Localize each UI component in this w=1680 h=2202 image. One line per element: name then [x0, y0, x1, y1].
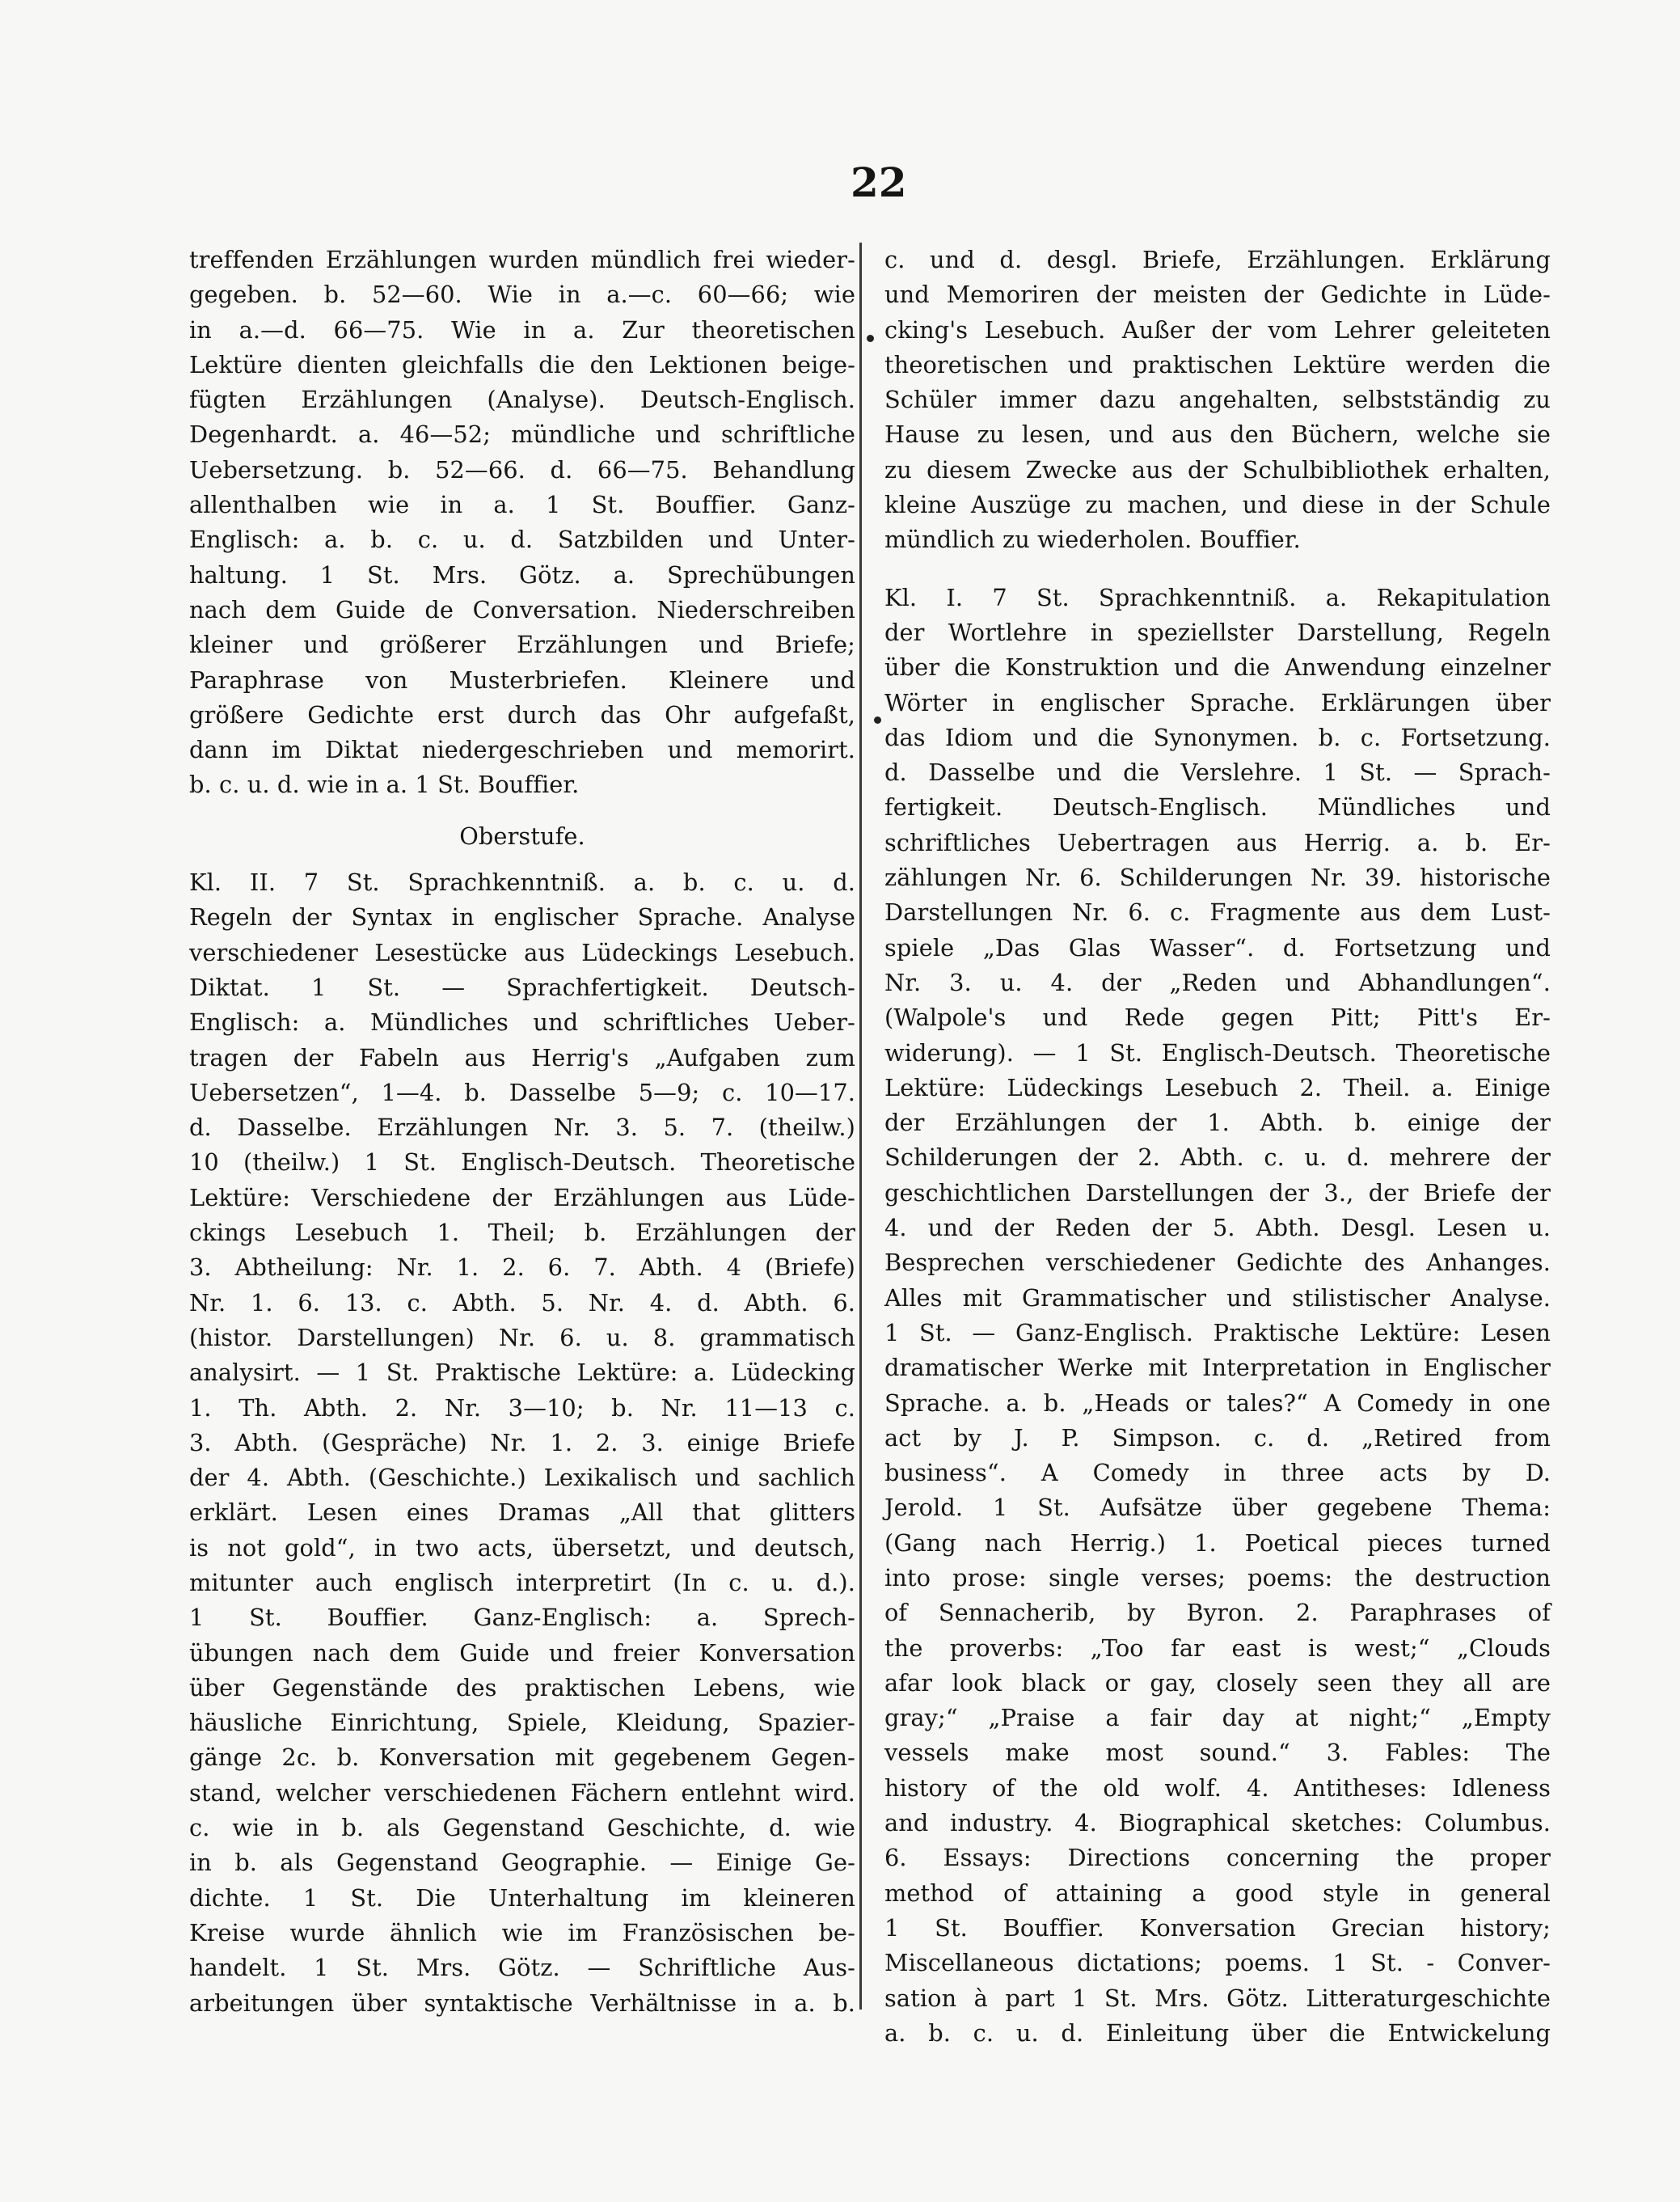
text-line: dramatischer Werke mit Interpretation in Englischer	[884, 1354, 1551, 1382]
text-line: afar look black or gay, closely seen they all are	[884, 1668, 1551, 1697]
text-line: Sprache. a. b. „Heads or tales?“ A Comedy in one	[884, 1388, 1551, 1417]
text-line: handelt. 1 St. Mrs. Götz. — Schriftliche Aus-	[189, 1954, 855, 1982]
text-line: Degenhardt. a. 46—52; mündliche und schriftliche	[189, 421, 855, 449]
text-line: spiele „Das Glas Wasser“. d. Fortsetzung und	[884, 933, 1551, 962]
text-line: der Erzählungen der 1. Abth. b. einige der	[884, 1109, 1551, 1137]
text-line: 6. Essays: Directions concerning the proper	[884, 1844, 1551, 1872]
text-line: 10 (theilw.) 1 St. Englisch-Deutsch. Theoretische	[189, 1148, 855, 1177]
text-line: übungen nach dem Guide und freier Konversation	[189, 1638, 855, 1667]
text-line: nach dem Guide de Conversation. Niederschreiben	[189, 595, 855, 623]
text-line: allenthalben wie in a. 1 St. Bouffier. Ganz-	[189, 491, 855, 519]
text-line: into prose: single verses; poems: the destruction	[884, 1563, 1551, 1591]
column-divider	[859, 243, 862, 2010]
text-line: (Walpole's und Rede gegen Pitt; Pitt's Er-	[884, 1004, 1551, 1032]
text-line: dichte. 1 St. Die Unterhaltung im kleineren	[189, 1883, 855, 1912]
text-line: Lektüre: Lüdeckings Lesebuch 2. Theil. a. Einige	[884, 1073, 1551, 1101]
left-column	[189, 243, 855, 2017]
text-line: cking's Lesebuch. Außer der vom Lehrer geleiteten	[884, 315, 1551, 344]
page-number: 22	[851, 158, 907, 206]
text-line: Nr. 1. 6. 13. c. Abth. 5. Nr. 4. d. Abth. 6.	[189, 1288, 855, 1317]
right-column	[884, 243, 1551, 2047]
text-line: über die Konstruktion und die Anwendung einzelner	[884, 653, 1551, 682]
text-line: and industry. 4. Biographical sketches: Columbus.	[884, 1809, 1551, 1837]
text-line: business“. A Comedy in three acts by D.	[884, 1459, 1551, 1487]
text-line: fügten Erzählungen (Analyse). Deutsch-Englisch.	[189, 386, 855, 414]
text-line: Nr. 3. u. 4. der „Reden und Abhandlungen“.	[884, 968, 1551, 996]
text-line: a. b. c. u. d. Einleitung über die Entwickelung	[884, 2018, 1551, 2047]
text-line: der 4. Abth. (Geschichte.) Lexikalisch und sachlich	[189, 1464, 855, 1492]
text-line: 3. Abtheilung: Nr. 1. 2. 6. 7. Abth. 4 (Briefe)	[189, 1253, 855, 1282]
text-line: fertigkeit. Deutsch-Englisch. Mündliches und	[884, 793, 1551, 822]
text-line: sation à part 1 St. Mrs. Götz. Litteraturgeschichte	[884, 1984, 1551, 2012]
text-line: erklärt. Lesen eines Dramas „All that glitters	[189, 1498, 855, 1527]
text-line: of Sennacherib, by Byron. 2. Paraphrases of	[884, 1599, 1551, 1627]
text-line: 1 St. Bouffier. Konversation Grecian history;	[884, 1913, 1551, 1942]
paragraph-gap	[884, 558, 1551, 581]
text-line: Paraphrase von Musterbriefen. Kleinere und	[189, 666, 855, 694]
text-line: Lektüre dienten gleichfalls die den Lektionen beige-	[189, 350, 855, 378]
text-line: method of attaining a good style in general	[884, 1879, 1551, 1907]
text-line: das Idiom und die Synonymen. b. c. Fortsetzung.	[884, 723, 1551, 751]
margin-dot-mark	[874, 716, 881, 724]
text-line: kleiner und größerer Erzählungen und Briefe;	[189, 631, 855, 659]
text-line: treffenden Erzählungen wurden mündlich frei wieder-	[189, 246, 855, 273]
text-line: Englisch: a. Mündliches und schriftliches Ueber-	[189, 1008, 855, 1037]
text-line: Darstellungen Nr. 6. c. Fragmente aus dem Lust-	[884, 898, 1551, 927]
margin-dot-mark	[867, 335, 874, 342]
text-line: b. c. u. d. wie in a. 1 St. Bouffier.	[189, 771, 580, 799]
text-line: kleine Auszüge zu machen, und diese in der Schule	[884, 491, 1551, 519]
text-line: Wörter in englischer Sprache. Erklärungen über	[884, 688, 1551, 716]
text-line: gänge 2c. b. Konversation mit gegebenem Gegen-	[189, 1743, 855, 1772]
text-line: mitunter auch englisch interpretirt (In c. u. d.).	[189, 1568, 855, 1596]
text-line: Schilderungen der 2. Abth. c. u. d. mehrere der	[884, 1143, 1551, 1172]
text-line: d. Dasselbe. Erzählungen Nr. 3. 5. 7. (theilw.)	[189, 1114, 855, 1142]
text-line: Kreise wurde ähnlich wie im Französischen be-	[189, 1918, 855, 1946]
text-line: in b. als Gegenstand Geographie. — Einige Ge-	[189, 1849, 855, 1877]
text-line: act by J. P. Simpson. c. d. „Retired from	[884, 1423, 1551, 1452]
text-line: häusliche Einrichtung, Spiele, Kleidung, Spazier-	[189, 1709, 855, 1737]
text-line: d. Dasselbe und die Verslehre. 1 St. — Sprach-	[884, 759, 1551, 787]
text-line: Regeln der Syntax in englischer Sprache. Analyse	[189, 903, 855, 932]
text-line: 4. und der Reden der 5. Abth. Desgl. Lesen u.	[884, 1214, 1551, 1242]
section-heading: Oberstufe.	[459, 822, 585, 850]
text-line: in a.—d. 66—75. Wie in a. Zur theoretischen	[189, 315, 855, 344]
text-line: schriftliches Uebertragen aus Herrig. a. b. Er-	[884, 828, 1551, 856]
text-line: gray;“ „Praise a fair day at night;“ „Empty	[884, 1704, 1551, 1732]
text-line: 1 St. Bouffier. Ganz-Englisch: a. Sprech-	[189, 1604, 855, 1632]
text-line: ckings Lesebuch 1. Theil; b. Erzählungen der	[189, 1219, 855, 1247]
text-line: Englisch: a. b. c. u. d. Satzbilden und Unter-	[189, 526, 855, 554]
text-line: Kl. II. 7 St. Sprachkenntniß. a. b. c. u. d.	[189, 869, 855, 897]
text-line: über Gegenstände des praktischen Lebens, wie	[189, 1673, 855, 1701]
text-line: the proverbs: „Too far east is west;“ „Clouds	[884, 1634, 1551, 1662]
text-line: Lektüre: Verschiedene der Erzählungen aus Lüde-	[189, 1183, 855, 1211]
text-line: c. wie in b. als Gegenstand Geschichte, d. wie	[189, 1814, 855, 1842]
text-line: der Wortlehre in speziellster Darstellung, Regeln	[884, 618, 1551, 646]
text-line: theoretischen und praktischen Lektüre werden die	[884, 350, 1551, 378]
text-line: Jerold. 1 St. Aufsätze über gegebene Thema:	[884, 1494, 1551, 1522]
text-line: analysirt. — 1 St. Praktische Lektüre: a. Lüdecking	[189, 1359, 855, 1387]
text-line: widerung). — 1 St. Englisch-Deutsch. Theoretische	[884, 1038, 1551, 1067]
text-line: verschiedener Lesestücke aus Lüdeckings Lesebuch.	[189, 938, 855, 966]
text-line: c. und d. desgl. Briefe, Erzählungen. Erklärung	[884, 246, 1551, 273]
text-line: Hause zu lesen, und aus den Büchern, welche sie	[884, 421, 1551, 449]
text-line: (histor. Darstellungen) Nr. 6. u. 8. grammatisch	[189, 1323, 855, 1351]
text-line: Uebersetzung. b. 52—66. d. 66—75. Behandlung	[189, 455, 855, 484]
text-line: history of the old wolf. 4. Antitheses: Idleness	[884, 1773, 1551, 1802]
text-line: vessels make most sound.“ 3. Fables: The	[884, 1739, 1551, 1767]
text-line: 1. Th. Abth. 2. Nr. 3—10; b. Nr. 11—13 c.	[189, 1393, 855, 1422]
text-line: Besprechen verschiedener Gedichte des Anhanges.	[884, 1249, 1551, 1277]
text-line: Kl. I. 7 St. Sprachkenntniß. a. Rekapitulation	[884, 583, 1551, 611]
text-line: haltung. 1 St. Mrs. Götz. a. Sprechübungen	[189, 560, 855, 589]
text-line: mündlich zu wiederholen. Bouffier.	[884, 526, 1301, 554]
text-line: zu diesem Zwecke aus der Schulbibliothek erhalten,	[884, 455, 1551, 484]
text-line: geschichtlichen Darstellungen der 3., der Briefe der	[884, 1178, 1551, 1207]
text-line: 3. Abth. (Gespräche) Nr. 1. 2. 3. einige Briefe	[189, 1428, 855, 1456]
text-line: tragen der Fabeln aus Herrig's „Aufgaben zum	[189, 1043, 855, 1071]
text-line: Diktat. 1 St. — Sprachfertigkeit. Deutsch-	[189, 973, 855, 1001]
text-line: Alles mit Grammatischer und stilistischer Analyse.	[884, 1283, 1551, 1312]
text-line: dann im Diktat niedergeschrieben und memorirt.	[189, 736, 855, 764]
text-line: stand, welcher verschiedenen Fächern entlehnt wird.	[189, 1778, 855, 1807]
text-line: is not gold“, in two acts, übersetzt, und deutsch,	[189, 1533, 855, 1562]
text-line: gegeben. b. 52—60. Wie in a.—c. 60—66; wie	[189, 281, 855, 309]
text-line: arbeitungen über syntaktische Verhältnisse in a. b.	[189, 1989, 855, 2017]
text-line: 1 St. — Ganz-Englisch. Praktische Lektüre: Lesen	[884, 1318, 1551, 1346]
text-line: Miscellaneous dictations; poems. 1 St. - Conver-	[884, 1949, 1551, 1977]
text-line: größere Gedichte erst durch das Ohr aufgefaßt,	[189, 700, 855, 729]
text-line: Uebersetzen“, 1—4. b. Dasselbe 5—9; c. 10—17.	[189, 1078, 855, 1106]
text-line: Schüler immer dazu angehalten, selbstständig zu	[884, 386, 1551, 414]
text-line: zählungen Nr. 6. Schilderungen Nr. 39. historische	[884, 864, 1551, 892]
text-line: (Gang nach Herrig.) 1. Poetical pieces turned	[884, 1528, 1551, 1557]
text-line: und Memoriren der meisten der Gedichte in Lüde-	[884, 281, 1551, 309]
